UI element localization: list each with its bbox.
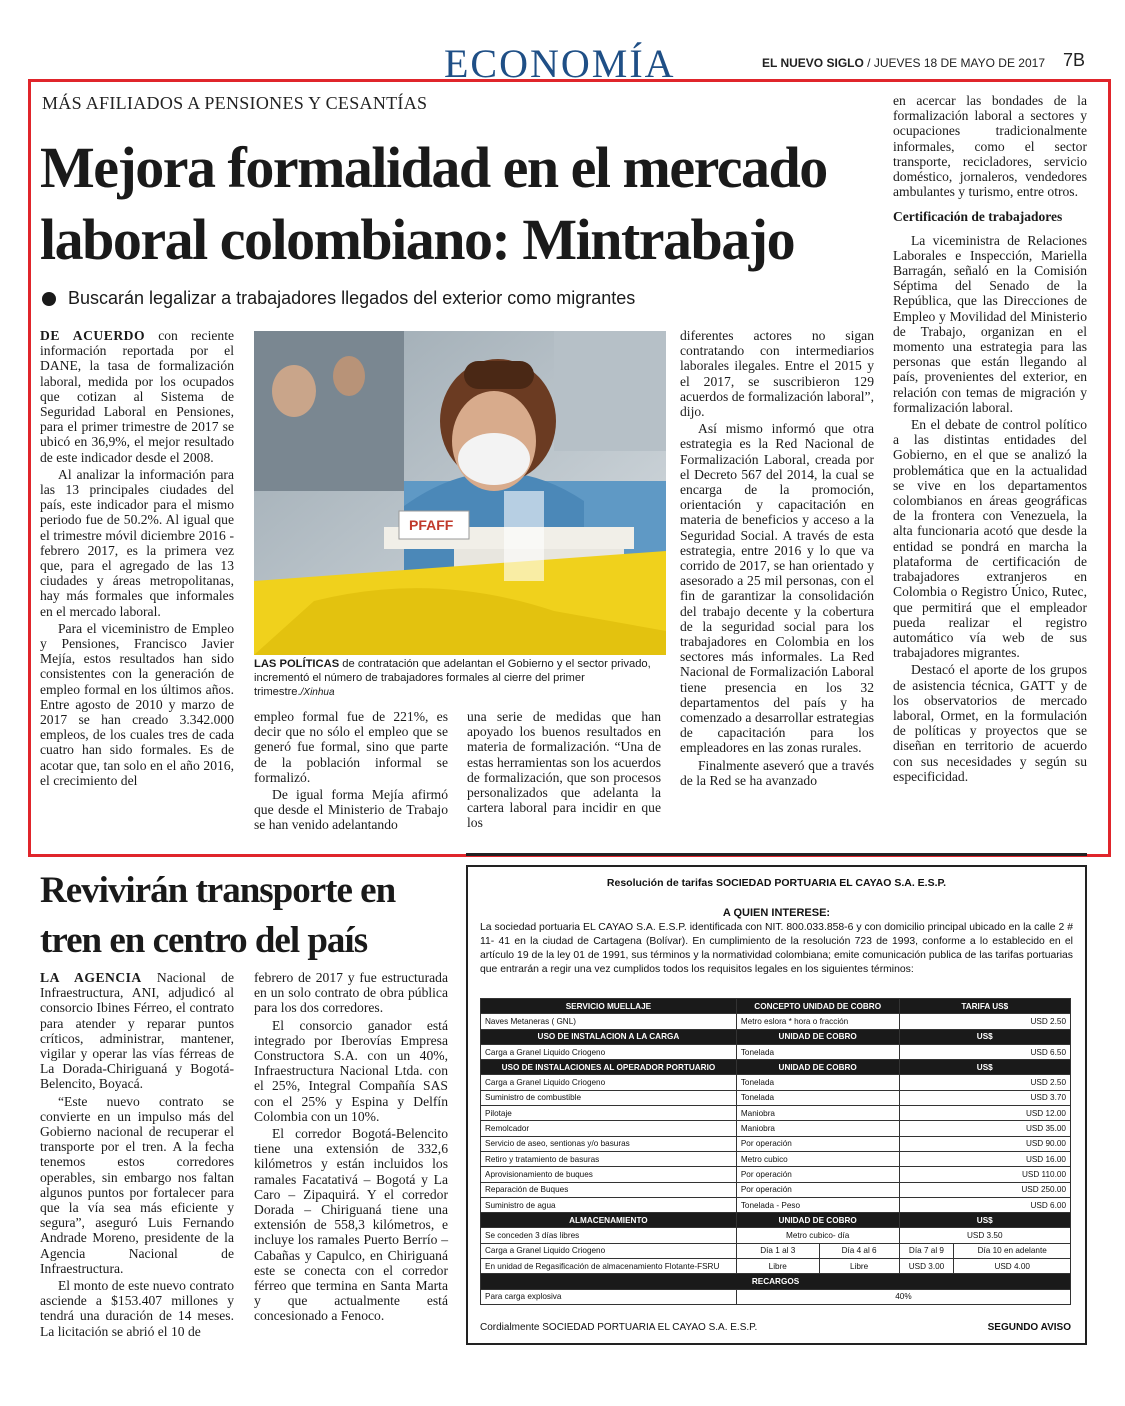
table-cell: USD 90.00 bbox=[899, 1136, 1070, 1151]
paragraph: Así mismo informó que otra estrategia es la Red Nacional de Formalización Laboral, creada por el Decreto 567 del 2014, la cual se encarga de la promoción, orientación y capacitación en materia de beneficios y acceso a la Seguridad Social. A través de esta estrategia, entre 2016 y lo que va corrido de 2017, se han orientado y asesorado a 25 mil personas, con el fin de garantizar la consolidación del trabajo decente y la cobertura de la seguridad social para los trabajadores en Colombia en los sectores más informales. La Red Nacional de Formalización Laboral tiene presencia en los 32 departamentos del país y ha comenzado a desarrollar estrategias de capacitación para los empleadores en las zonas rurales. bbox=[680, 421, 874, 756]
table-header-row bbox=[481, 999, 1071, 1014]
article-column-1 bbox=[40, 328, 234, 790]
lead-word: LA AGENCIA bbox=[40, 970, 142, 985]
table-cell: USD 6.00 bbox=[899, 1197, 1070, 1212]
table-header-cell: TARIFA US$ bbox=[899, 999, 1070, 1014]
table-header-row bbox=[481, 1213, 1071, 1228]
table-cell: Remolcador bbox=[481, 1121, 737, 1136]
table-row bbox=[481, 1289, 1071, 1304]
seamstress-photo bbox=[254, 331, 666, 655]
paragraph bbox=[40, 970, 234, 1092]
table-header-cell: US$ bbox=[899, 1213, 1070, 1228]
tariff-notice bbox=[466, 865, 1087, 1345]
paragraph: En el debate de control político a las distintas entidades del Gobierno, en el que se analizó la problemática que en la actualidad se vive en los departamentos colombianos en áreas geográficas de la frontera con Venezuela, la alta funcionaria acotó que desde la entidad se pondrá en marcha la plataforma de certificación de trabajadores extranjeros en Colombia o Registro Único, Rutec, que permitirá que el empleador pueda realizar el registro automático vía web de sus trabajadores migrantes. bbox=[893, 417, 1087, 661]
paragraph-text: con reciente información reportada por el DANE, la tasa de formalización laboral, medida por los ocupados que cotizan al Sistema de Seguridad Laboral en Pensiones, para el primer trimestre de 2017 se ubicó en 36,9%, el mejor resultado de este indicador desde el 2008. bbox=[40, 328, 234, 465]
table-header-cell: US$ bbox=[899, 1029, 1070, 1044]
table-row bbox=[481, 1136, 1071, 1151]
paragraph: diferentes actores no sigan contratando con intermediarios laborales ilegales. Entre el 2015 y el 2017, se suscribieron 129 acuerdos de formalización laboral”, dijo. bbox=[680, 328, 874, 420]
paragraph: De igual forma Mejía afirmó que desde el Ministerio de Trabajo se han venido adelantando bbox=[254, 787, 448, 833]
paragraph: Destacó el aporte de los grupos de asistencia técnica, GATT y de los observatorios de mercado laboral, Ormet, en la formulación de políticas y proyectos que se diseñan en territorio de acuerdo con sus necesidades y según su especificidad. bbox=[893, 662, 1087, 784]
ad-top-rule bbox=[466, 853, 1087, 856]
paragraph: El monto de este nuevo contrato asciende a $153.407 millones y tendrá una duración de 14 meses. La licitación se abrió el 10 de bbox=[40, 1278, 234, 1339]
notice-signature: Cordialmente SOCIEDAD PORTUARIA EL CAYAO S.A. E.S.P. bbox=[480, 1322, 758, 1333]
table-cell: USD 35.00 bbox=[899, 1121, 1070, 1136]
table-cell: USD 250.00 bbox=[899, 1182, 1070, 1197]
article-deck bbox=[42, 288, 635, 309]
notice-title: Resolución de tarifas SOCIEDAD PORTUARIA EL CAYAO S.A. E.S.P. bbox=[606, 877, 947, 889]
table-row bbox=[481, 1182, 1071, 1197]
table-cell: USD 3.50 bbox=[899, 1228, 1070, 1243]
caption-lead: LAS POLÍTICAS bbox=[254, 658, 340, 670]
page-number: 7B bbox=[1062, 50, 1085, 70]
table-header-cell: USO DE INSTALACIONES AL OPERADOR PORTUARIO bbox=[481, 1060, 737, 1075]
table-header-cell: RECARGOS bbox=[481, 1274, 1071, 1289]
table-cell: Retiro y tratamiento de basuras bbox=[481, 1151, 737, 1166]
issue-date: / JUEVES 18 DE MAYO DE 2017 bbox=[863, 56, 1045, 70]
table-cell: Maniobra bbox=[736, 1106, 899, 1121]
table-header-cell: UNIDAD DE COBRO bbox=[736, 1060, 899, 1075]
table-cell: Se conceden 3 días libres bbox=[481, 1228, 737, 1243]
table-cell: Libre bbox=[736, 1259, 819, 1274]
paragraph: empleo formal fue de 221%, es decir que no sólo el empleo que se generó fue formal, sino que parte de la población informal se formalizó. bbox=[254, 709, 448, 785]
table-cell: Metro cubico- día bbox=[736, 1228, 899, 1243]
table-cell: Metro cubico bbox=[736, 1151, 899, 1166]
article-headline: Mejora formalidad en el mercado laboral colombiano: Mintrabajo bbox=[40, 135, 827, 272]
table-header-cell: ALMACENAMIENTO bbox=[481, 1213, 737, 1228]
article-column-3 bbox=[467, 709, 661, 833]
table-cell: USD 2.50 bbox=[899, 1075, 1070, 1090]
table-cell: USD 16.00 bbox=[899, 1151, 1070, 1166]
article2-headline: Revivirán transporte en tren en centro del país bbox=[40, 870, 396, 961]
article-kicker: MÁS AFILIADOS A PENSIONES Y CESANTÍAS bbox=[42, 93, 428, 113]
table-row bbox=[481, 1090, 1071, 1105]
table-cell: Aprovisionamiento de buques bbox=[481, 1167, 737, 1182]
table-cell: Día 7 al 9 bbox=[899, 1243, 954, 1258]
paragraph bbox=[40, 328, 234, 465]
table-header-cell: US$ bbox=[899, 1060, 1070, 1075]
table-row bbox=[481, 1014, 1071, 1029]
table-cell: Maniobra bbox=[736, 1121, 899, 1136]
paragraph: “Este nuevo contrato se convierte en un impulso más del Gobierno nacional de recuperar el transporte por el tren. A la fecha tenemos estos corredores operables, sin embargo nos faltan algunos puntos por fortalecer para que la vía sea más eficiente y segura”, aseguró Luis Fernando Andrade Moreno, presidente de la Agencia Nacional de Infraestructura. bbox=[40, 1093, 234, 1276]
paragraph: en acercar las bondades de la formalización laboral a sectores y ocupaciones tradicionalmente informales, como el sector transporte, recicladores, servicio doméstico, jornaleros, vendedores ambulantes y turismo, entre otros. bbox=[893, 93, 1087, 200]
article2-column-1 bbox=[40, 970, 234, 1341]
paragraph: La viceministra de Relaciones Laborales e Inspección, Mariella Barragán, señaló en la Comisión Séptima del Senado de la República, que las Direcciones de Empleo y Movilidad del Ministerio de Trabajo, organizan en el momento una estrategia para las personas que están llegando al país, provenientes del exterior, en relación con temas de migración y formalización laboral. bbox=[893, 232, 1087, 415]
machine-brand: PFAFF bbox=[409, 517, 454, 533]
article-column-2 bbox=[254, 709, 448, 835]
table-cell: Tonelada bbox=[736, 1044, 899, 1059]
table-row bbox=[481, 1228, 1071, 1243]
table-row bbox=[481, 1243, 1071, 1258]
paragraph: febrero de 2017 y fue estructurada en un solo contrato de obra pública para los dos corredores. bbox=[254, 970, 448, 1016]
table-cell: 40% bbox=[736, 1289, 1070, 1304]
table-row bbox=[481, 1197, 1071, 1212]
table-cell: Carga a Granel Liquido Criogeno bbox=[481, 1243, 737, 1258]
table-cell: Carga a Granel Liquido Criogeno bbox=[481, 1075, 737, 1090]
table-cell: USD 3.70 bbox=[899, 1090, 1070, 1105]
table-cell: Por operación bbox=[736, 1167, 899, 1182]
article2-column-2 bbox=[254, 970, 448, 1326]
table-cell: Día 1 al 3 bbox=[736, 1243, 819, 1258]
table-cell: Libre bbox=[819, 1259, 899, 1274]
table-cell: USD 6.50 bbox=[899, 1044, 1070, 1059]
table-cell: USD 3.00 bbox=[899, 1259, 954, 1274]
article-column-5 bbox=[893, 93, 1087, 786]
paragraph: El consorcio ganador está integrado por Iberovías Empresa Constructora S.A. con un 40%, Infraestructura Nacional Ltda. con el 25%, Integral Compañía SAS con el 25% y Espina y Delfín Colombia con un 10%. bbox=[254, 1017, 448, 1124]
table-cell: Pilotaje bbox=[481, 1106, 737, 1121]
table-row bbox=[481, 1075, 1071, 1090]
article-column-4 bbox=[680, 328, 874, 790]
table-row bbox=[481, 1167, 1071, 1182]
table-cell: Para carga explosiva bbox=[481, 1289, 737, 1304]
table-cell: Por operación bbox=[736, 1182, 899, 1197]
table-cell: Tonelada bbox=[736, 1075, 899, 1090]
notice-body: La sociedad portuaria EL CAYAO S.A. E.S.P. identificada con NIT. 800.033.858-6 y con domicilio principal ubicado en la calle 2 # 11- 41 en la ciudad de Cartagena (Bolívar). En cumplimiento de la resolución 723 de 1993, conforme a lo establecido en el artículo 19 de la ley 01 de 1991, sus términos y la normatividad colombiana; emite comunicación publica de las tarifas portuarias que entrarán a regir una vez cumplidos todos los requisitos legales en los siguientes términos: bbox=[480, 922, 1073, 975]
table-cell: Por operación bbox=[736, 1136, 899, 1151]
table-cell: Reparación de Buques bbox=[481, 1182, 737, 1197]
table-cell: USD 110.00 bbox=[899, 1167, 1070, 1182]
table-header-cell: SERVICIO MUELLAJE bbox=[481, 999, 737, 1014]
table-cell: Tonelada - Peso bbox=[736, 1197, 899, 1212]
table-header-cell: USO DE INSTALACION A LA CARGA bbox=[481, 1029, 737, 1044]
table-cell: Suministro de combustible bbox=[481, 1090, 737, 1105]
table-header-row bbox=[481, 1060, 1071, 1075]
paragraph: Para el viceministro de Empleo y Pensiones, Francisco Javier Mejía, estos resultados han sido consistentes con la generación de empleo formal en los últimos años. Entre agosto de 2010 y marzo de 2017 se han creado 3.342.000 empleos, de los cuales tres de cada cuatro han sido formales. Es de acotar que, tan solo en el año 2016, el crecimiento del bbox=[40, 620, 234, 788]
table-cell: Tonelada bbox=[736, 1090, 899, 1105]
deck-text: Buscarán legalizar a trabajadores llegados del exterior como migrantes bbox=[68, 288, 636, 308]
table-row bbox=[481, 1151, 1071, 1166]
table-cell: USD 12.00 bbox=[899, 1106, 1070, 1121]
table-cell: Naves Metaneras ( GNL) bbox=[481, 1014, 737, 1029]
photo-caption bbox=[254, 657, 666, 700]
table-header-row bbox=[481, 1274, 1071, 1289]
table-cell: Servicio de aseo, sentionas y/o basuras bbox=[481, 1136, 737, 1151]
table-cell: USD 2.50 bbox=[899, 1014, 1070, 1029]
tariff-table bbox=[480, 998, 1071, 1305]
table-header-cell: UNIDAD DE COBRO bbox=[736, 1029, 899, 1044]
paragraph: Finalmente aseveró que a través de la Red se ha avanzado bbox=[680, 757, 874, 788]
notice-subtitle: A QUIEN INTERESE: bbox=[722, 907, 831, 919]
table-row bbox=[481, 1121, 1071, 1136]
subheading: Certificación de trabajadores bbox=[893, 209, 1063, 225]
table-cell: Día 4 al 6 bbox=[819, 1243, 899, 1258]
table-row bbox=[481, 1044, 1071, 1059]
paragraph: una serie de medidas que han apoyado los buenos resultados en materia de formalización. “Una de estas herramientas son los acuerdos de formalización, que son procesos personalizados que adelanta la cartera laboral para incidir en que los bbox=[467, 709, 661, 831]
table-cell: Metro eslora * hora o fracción bbox=[736, 1014, 899, 1029]
table-row bbox=[481, 1259, 1071, 1274]
table-header-cell: CONCEPTO UNIDAD DE COBRO bbox=[736, 999, 899, 1014]
table-cell: En unidad de Regasificación de almacenamiento Flotante-FSRU bbox=[481, 1259, 737, 1274]
table-cell: Día 10 en adelante bbox=[954, 1243, 1071, 1258]
paragraph: El corredor Bogotá-Belencito tiene una extensión de 332,6 kilómetros y están incluidos los ramales Facatativá – Bogotá y La Caro – Zipaquirá. Y el corredor Dorada – Chiriguaná tiene una extensión de 558,3 kilómetros, e incluye los ramales Puerto Berrío – Cabañas y Capulco, en Chiriguaná este se conecta con el corredor férreo que termina en Santa Marta y que actualmente está concesionado a Fenoco. bbox=[254, 1126, 448, 1324]
newspaper-name: EL NUEVO SIGLO bbox=[762, 56, 864, 70]
paragraph-text: Nacional de Infraestructura, ANI, adjudicó al consorcio Ibines Férreo, el contrato para atender y reparar puntos críticos, administrar, mantener, vigilar y operar las vías férreas de La Dorada-Chiriguaná y Bogotá-Belencito, Boyacá. bbox=[40, 970, 234, 1092]
section-title: ECONOMÍA bbox=[444, 41, 676, 86]
caption-text: de contratación que adelantan el Gobierno y el sector privado, incrementó el número de trabajadores formales al cierre del primer trimestre. bbox=[254, 658, 651, 698]
table-cell: USD 4.00 bbox=[954, 1259, 1071, 1274]
table-cell: Suministro de agua bbox=[481, 1197, 737, 1212]
photo-credit: /Xinhua bbox=[300, 687, 335, 698]
table-header-row bbox=[481, 1029, 1071, 1044]
lead-word: DE ACUERDO bbox=[40, 328, 146, 343]
paragraph: Al analizar la información para las 13 principales ciudades del país, este indicador para el mismo periodo fue de 50.2%. Al igual que el trimestre móvil diciembre 2016 - febrero 2017, es la primera vez que, para el agregado de las 13 ciudades y áreas metropolitanas, hay más formales que informales en el mercado laboral. bbox=[40, 466, 234, 619]
newspaper-dateline bbox=[762, 56, 1045, 70]
bullet-icon bbox=[42, 292, 56, 306]
article-photo bbox=[254, 331, 666, 655]
table-cell: Carga a Granel Liquido Criogeno bbox=[481, 1044, 737, 1059]
notice-label: SEGUNDO AVISO bbox=[987, 1322, 1071, 1333]
table-row bbox=[481, 1106, 1071, 1121]
table-header-cell: UNIDAD DE COBRO bbox=[736, 1213, 899, 1228]
